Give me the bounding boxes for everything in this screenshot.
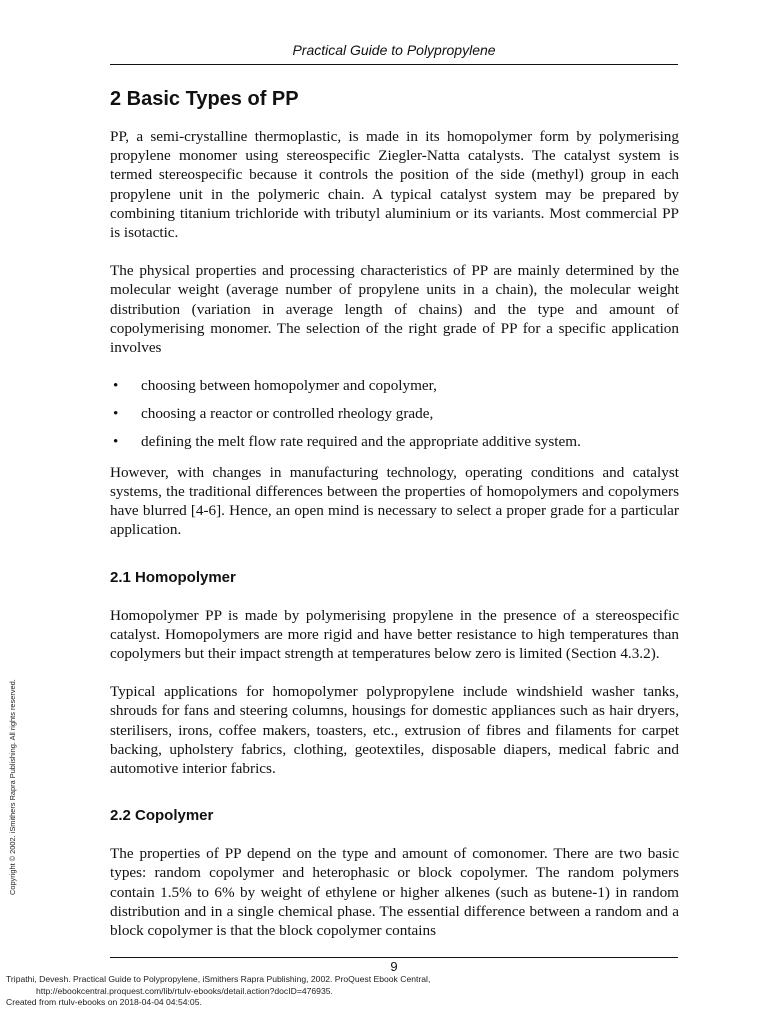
list-item	[110, 404, 679, 423]
section-heading-copolymer: 2.2 Copolymer	[110, 807, 214, 825]
section-heading-homopolymer: 2.1 Homopolymer	[110, 568, 236, 586]
list-item-text: choosing a reactor or controlled rheology grade,	[141, 404, 434, 422]
body-paragraph: The properties of PP depend on the type and amount of comonomer. There are two basic types: random copolymer and heterophasic or block copolymer. The random polymers contain 1.5% to 6% by weight of ethylene or higher alkenes (such as butene-1) in random distribution and in a single chemical phase. The essential difference between a random and a block copolymer is that the block copolymer contains	[110, 845, 679, 940]
body-paragraph: Homopolymer PP is made by polymerising propylene in the presence of a stereospecific catalyst. Homopolymers are more rigid and have better resistance to high temperatures than copolymers but their impact strength at temperatures below zero is limited (Section 4.3.2).	[110, 606, 679, 663]
running-header: Practical Guide to Polypropylene	[292, 42, 496, 58]
body-paragraph: PP, a semi-crystalline thermoplastic, is made in its homopolymer form by polymerising propylene monomer using stereospecific Ziegler-Natta catalysts. The catalyst system is termed stereospecific because it controls the position of the side (methyl) group in each propylene unit in the polymeric chain. A typical catalyst system may be prepared by combining titanium trichloride with tributyl aluminium or its variants. Most commercial PP is isotactic.	[110, 128, 679, 242]
list-item	[110, 432, 679, 451]
list-item	[110, 376, 679, 395]
bullet-icon: •	[113, 404, 119, 422]
list-item-text: defining the melt flow rate required and the appropriate additive system.	[141, 432, 581, 450]
citation-block	[6, 974, 430, 1009]
body-paragraph: The physical properties and processing characteristics of PP are mainly determined by the molecular weight (average number of propylene units in a chain), the molecular weight distribution (variation in average length of chains) and the type and amount of copolymerising monomer. The selection of the right grade of PP for a specific application involves	[110, 262, 679, 357]
bullet-list	[110, 376, 679, 451]
citation-url[interactable]: http://ebookcentral.proquest.com/lib/rtulv-ebooks/detail.action?docID=476935.	[36, 985, 333, 996]
chapter-title: 2 Basic Types of PP	[110, 88, 299, 110]
footer-rule	[110, 957, 678, 958]
page-number: 9	[390, 959, 398, 974]
header-rule	[110, 64, 678, 65]
citation-line: Tripathi, Devesh. Practical Guide to Polypropylene, iSmithers Rapra Publishing, 2002. ProQuest Ebook Central,	[6, 974, 431, 984]
body-paragraph: However, with changes in manufacturing technology, operating conditions and catalyst systems, the traditional differences between the properties of homopolymers and copolymers have blurred [4-6]. Hence, an open mind is necessary to select a proper grade for a particular application.	[110, 463, 679, 539]
page-body	[110, 127, 679, 959]
side-copyright-notice: Copyright © 2002. iSmithers Rapra Publishing. All rights reserved.	[8, 679, 17, 895]
list-item-text: choosing between homopolymer and copolymer,	[141, 377, 437, 395]
bullet-icon: •	[113, 432, 119, 450]
citation-line: Created from rtulv-ebooks on 2018-04-04 04:54:05.	[6, 997, 202, 1008]
bullet-icon: •	[113, 377, 119, 395]
body-paragraph: Typical applications for homopolymer polypropylene include windshield washer tanks, shrouds for fans and steering columns, housings for domestic appliances such as hair dryers, sterilisers, irons, coffee makers, toasters, etc., extrusion of fibres and filaments for carpet backing, upholstery fabrics, clothing, geotextiles, disposable diapers, medical fabric and automotive interior fabrics.	[110, 683, 679, 778]
